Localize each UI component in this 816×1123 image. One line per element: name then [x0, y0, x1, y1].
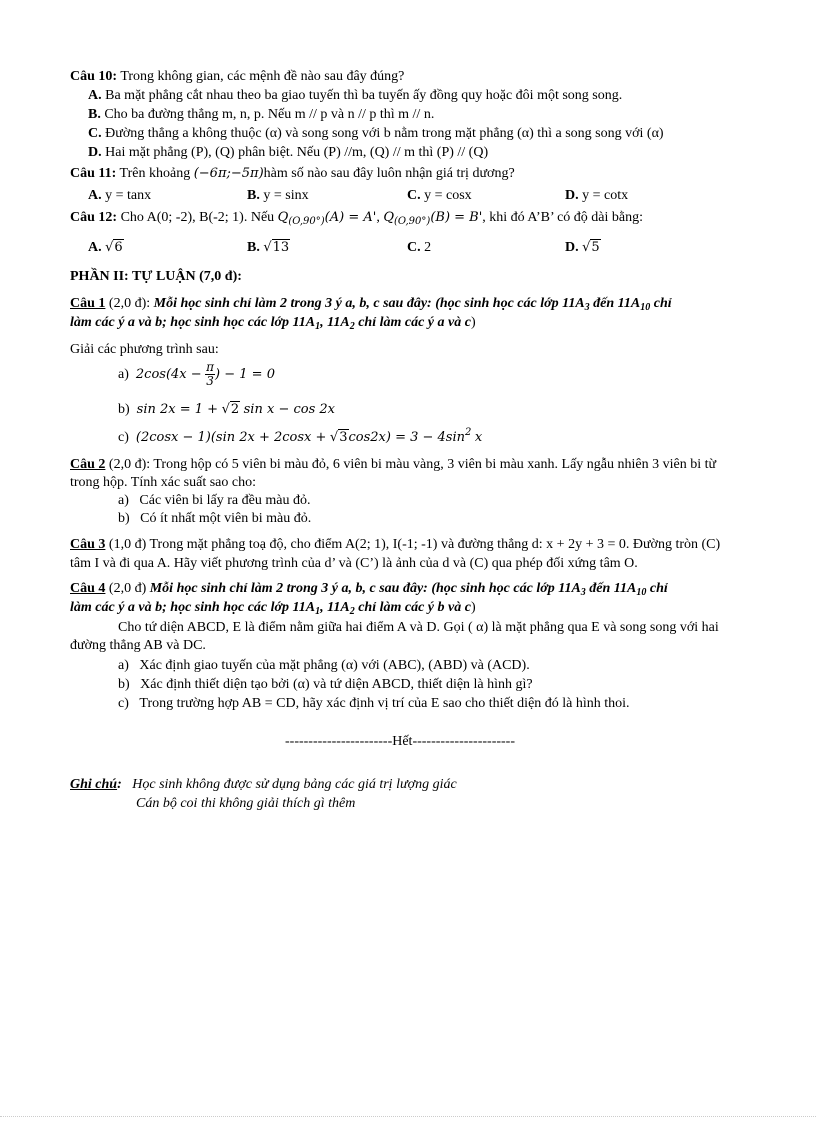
c1-note: Mỗi học sinh chỉ làm 2 trong 3 ý a, b, c sau đây: (học sinh học các lớp 11A: [153, 296, 585, 311]
q12-rotation-sub: (O,90°): [288, 216, 325, 227]
q10-option-d: [88, 144, 488, 161]
c1-note: chỉ: [650, 296, 672, 311]
q11-option-a: [88, 187, 151, 204]
q10-option-a: [88, 87, 622, 104]
item-label: c): [118, 696, 129, 711]
equation-part: ) − 1 = 0: [215, 367, 275, 382]
c1-item-c: [118, 424, 482, 446]
q12-map-a: (A) = A': [324, 210, 377, 225]
option-label: B.: [88, 107, 101, 122]
radicand: 6: [114, 240, 123, 255]
option-text: Cho ba đường thẳng m, n, p. Nếu m // p và n // p thì m // n.: [104, 107, 435, 122]
option-label: C.: [407, 188, 421, 203]
q12-rotation-symbol: Q: [277, 210, 289, 225]
c2-item-a: [118, 492, 310, 509]
q12-option-a: [88, 239, 124, 256]
c4-note: , 11A: [320, 600, 350, 615]
c4-note: đến 11A: [585, 581, 637, 596]
option-label: B.: [247, 240, 260, 255]
sqrt-expression: [330, 429, 349, 446]
item-label: a): [118, 367, 129, 382]
sqrt-sign: √: [329, 430, 339, 445]
q12-rotation-symbol: Q: [383, 210, 394, 225]
item-text: Các viên bi lấy ra đều màu đỏ.: [139, 493, 311, 508]
radicand: 13: [272, 240, 290, 255]
c4-header-line1: [70, 580, 668, 601]
part2-title: PHẦN II: TỰ LUẬN (7,0 đ):: [70, 269, 242, 284]
option-label: D.: [88, 145, 102, 160]
option-text: y = cotx: [582, 188, 629, 203]
c1-note-close: ): [470, 315, 476, 330]
note-text: Học sinh không được sử dụng bảng các giá trị lượng giác: [132, 777, 457, 792]
superscript: 2: [465, 427, 472, 438]
c4-intro-line2: đường thẳng AB và DC.: [70, 638, 206, 653]
q10-label: Câu 10:: [70, 69, 118, 84]
q10-stem: [70, 68, 404, 85]
c1-header-line2: [70, 314, 476, 335]
q12-text-post: , khi đó A’B’ có độ dài bằng:: [482, 210, 644, 225]
q12-label: Câu 12:: [70, 210, 118, 225]
equation-part: sin 2x = 1 +: [136, 402, 219, 417]
option-text: y = cosx: [424, 188, 472, 203]
q11-interval: (−6π;−5π): [193, 166, 264, 181]
c4-points: (2,0 đ): [105, 581, 150, 596]
subscript: 1: [315, 606, 321, 617]
option-text: Hai mặt phẳng (P), (Q) phân biệt. Nếu (P) //m, (Q) // m thì (P) // (Q): [105, 145, 489, 160]
q12-map-b: (B) = B': [430, 210, 483, 225]
option-label: B.: [247, 188, 260, 203]
fraction-denominator: 3: [206, 374, 214, 389]
option-text: Ba mặt phẳng cắt nhau theo ba giao tuyến thì ba tuyến ấy đồng quy hoặc đôi một song song.: [105, 88, 623, 103]
sqrt-sign: √: [221, 402, 230, 417]
c4-intro-line1: Cho tứ diện ABCD, E là điểm nằm giữa hai điểm A và D. Gọi ( α) là mặt phẳng qua E và song song với hai: [118, 620, 719, 635]
c1-intro: Giải các phương trình sau:: [70, 342, 219, 357]
note-colon: :: [117, 777, 122, 792]
option-label: D.: [565, 240, 579, 255]
fraction: [205, 361, 215, 388]
c4-note: chỉ: [646, 581, 668, 596]
item-text: Xác định thiết diện tạo bởi (α) và tứ diện ABCD, thiết diện là hình gì?: [140, 677, 533, 692]
sqrt-expression: [222, 401, 241, 418]
item-label: b): [118, 677, 130, 692]
sqrt-expression: [263, 239, 290, 256]
sqrt-sign: √: [105, 240, 114, 255]
c3-line1: [70, 536, 720, 553]
subscript: 10: [636, 587, 647, 598]
c2-line1: [70, 456, 716, 473]
q11-text-post: hàm số nào sau đây luôn nhận giá trị dương?: [263, 166, 515, 181]
q12-text-pre: Cho A(0; -2), B(-2; 1). Nếu: [120, 210, 275, 225]
option-label: C.: [407, 240, 421, 255]
c4-note: chỉ làm các ý b và c: [354, 600, 471, 615]
subscript: 2: [349, 321, 355, 332]
c1-note: đến 11A: [589, 296, 641, 311]
sqrt-sign: √: [263, 240, 272, 255]
page-bottom-divider: [0, 1116, 816, 1117]
c4-item-c: [118, 695, 630, 712]
c1-item-a: [118, 360, 275, 390]
footer-note-line1: [70, 776, 457, 793]
sqrt-expression: [582, 239, 601, 256]
c1-note: làm các ý a và b; học sinh học các lớp 11A: [70, 315, 316, 330]
option-label: A.: [88, 240, 102, 255]
item-text: Xác định giao tuyến của mặt phẳng (α) với (ABC), (ABD) và (ACD).: [139, 658, 530, 673]
c1-label: Câu 1: [70, 296, 106, 311]
equation-part: cos2x) = 3 − 4sin: [348, 430, 466, 445]
c3-line2: tâm I và đi qua A. Hãy viết phương trình của d’ và (C’) là ảnh của d và (C) qua phép đối xứng tâm O.: [70, 556, 638, 571]
equation-part: (2cosx − 1)(sin 2x + 2cosx +: [135, 430, 327, 445]
c3-text: (1,0 đ) Trong mặt phẳng toạ độ, cho điểm A(2; 1), I(-1; -1) và đường thẳng d: x + 2y + 3 = 0. Đường tròn (C): [105, 537, 721, 552]
q10-text: Trong không gian, các mệnh đề nào sau đây đúng?: [120, 69, 405, 84]
c4-label: Câu 4: [70, 581, 106, 596]
option-text: y = sinx: [263, 188, 309, 203]
q11-label: Câu 11:: [70, 166, 117, 181]
radicand: 2: [230, 402, 240, 417]
q12-option-c: [407, 239, 431, 256]
subscript: 10: [640, 302, 651, 313]
c4-item-a: [118, 657, 530, 674]
c2-text: (2,0 đ): Trong hộp có 5 viên bi màu đỏ, 6 viên bi màu vàng, 3 viên bi màu xanh. Lấy ngẫu nhiên 3 viên bi từ: [105, 457, 717, 472]
c2-line2: trong hộp. Tính xác suất sao cho:: [70, 475, 256, 490]
q10-option-b: [88, 106, 434, 123]
option-label: C.: [88, 126, 102, 141]
c1-points: (2,0 đ):: [105, 296, 154, 311]
fraction-numerator: π: [206, 360, 215, 375]
q12-stem: Câu 12: Cho A(0; -2), B(-2; 1). Nếu $Q_{(O,90^\circ)}(A) = A'$, $Q_{(O,90^\circ)}(B) = B'$, khi đó A’B’ có độ dài bằng:: [70, 210, 644, 227]
c2-item-b: [118, 510, 311, 527]
c1-item-b: [118, 401, 335, 418]
option-text: 2: [424, 240, 432, 255]
option-label: A.: [88, 88, 102, 103]
option-text: Đường thẳng a không thuộc (α) và song song với b nằm trong mặt phẳng (α) thì a song song với (α): [105, 126, 664, 141]
c1-header-line1: [70, 295, 672, 316]
q12-option-b: [247, 239, 290, 256]
subscript: 3: [580, 587, 586, 598]
q11-text-pre: Trên khoảng: [119, 166, 191, 181]
option-text: y = tanx: [105, 188, 152, 203]
q12-option-d: [565, 239, 601, 256]
q11-option-c: [407, 187, 472, 204]
equation-part: 2cos(4x −: [135, 367, 202, 382]
subscript: 2: [349, 606, 355, 617]
c2-label: Câu 2: [70, 457, 106, 472]
equation-part: x: [474, 430, 483, 445]
c3-label: Câu 3: [70, 537, 106, 552]
c4-note: Mỗi học sinh chỉ làm 2 trong 3 ý a, b, c sau đây: (học sinh học các lớp 11A: [149, 581, 581, 596]
item-label: c): [118, 430, 129, 445]
radicand: 5: [591, 240, 600, 255]
c4-header-line2: [70, 599, 476, 620]
item-label: b): [118, 511, 130, 526]
note-label: Ghi chú: [70, 777, 118, 792]
subscript: 3: [584, 302, 590, 313]
sqrt-sign: √: [582, 240, 591, 255]
option-label: D.: [565, 188, 579, 203]
option-label: A.: [88, 188, 102, 203]
q11-stem: [70, 165, 515, 182]
end-marker: -----------------------Hết----------------------: [285, 734, 516, 749]
radicand: 3: [339, 430, 348, 445]
item-label: a): [118, 658, 129, 673]
sqrt-expression: [105, 239, 124, 256]
item-text: Trong trường hợp AB = CD, hãy xác định vị trí của E sao cho thiết diện đó là hình thoi.: [139, 696, 630, 711]
equation-part: sin x − cos 2x: [243, 402, 335, 417]
footer-note-line2: Cán bộ coi thi không giải thích gì thêm: [136, 796, 356, 811]
c4-note-close: ): [470, 600, 476, 615]
q12-rotation-sub: (O,90°): [393, 216, 431, 227]
item-label: a): [118, 493, 129, 508]
q11-option-d: [565, 187, 628, 204]
c4-item-b: [118, 676, 533, 693]
item-text: Có ít nhất một viên bi màu đỏ.: [140, 511, 312, 526]
item-label: b): [118, 402, 130, 417]
c1-note: , 11A: [320, 315, 350, 330]
c1-note: chỉ làm các ý a và c: [354, 315, 471, 330]
c4-note: làm các ý a và b; học sinh học các lớp 11A: [70, 600, 316, 615]
subscript: 1: [315, 321, 321, 332]
q10-option-c: [88, 125, 664, 142]
q11-option-b: [247, 187, 309, 204]
